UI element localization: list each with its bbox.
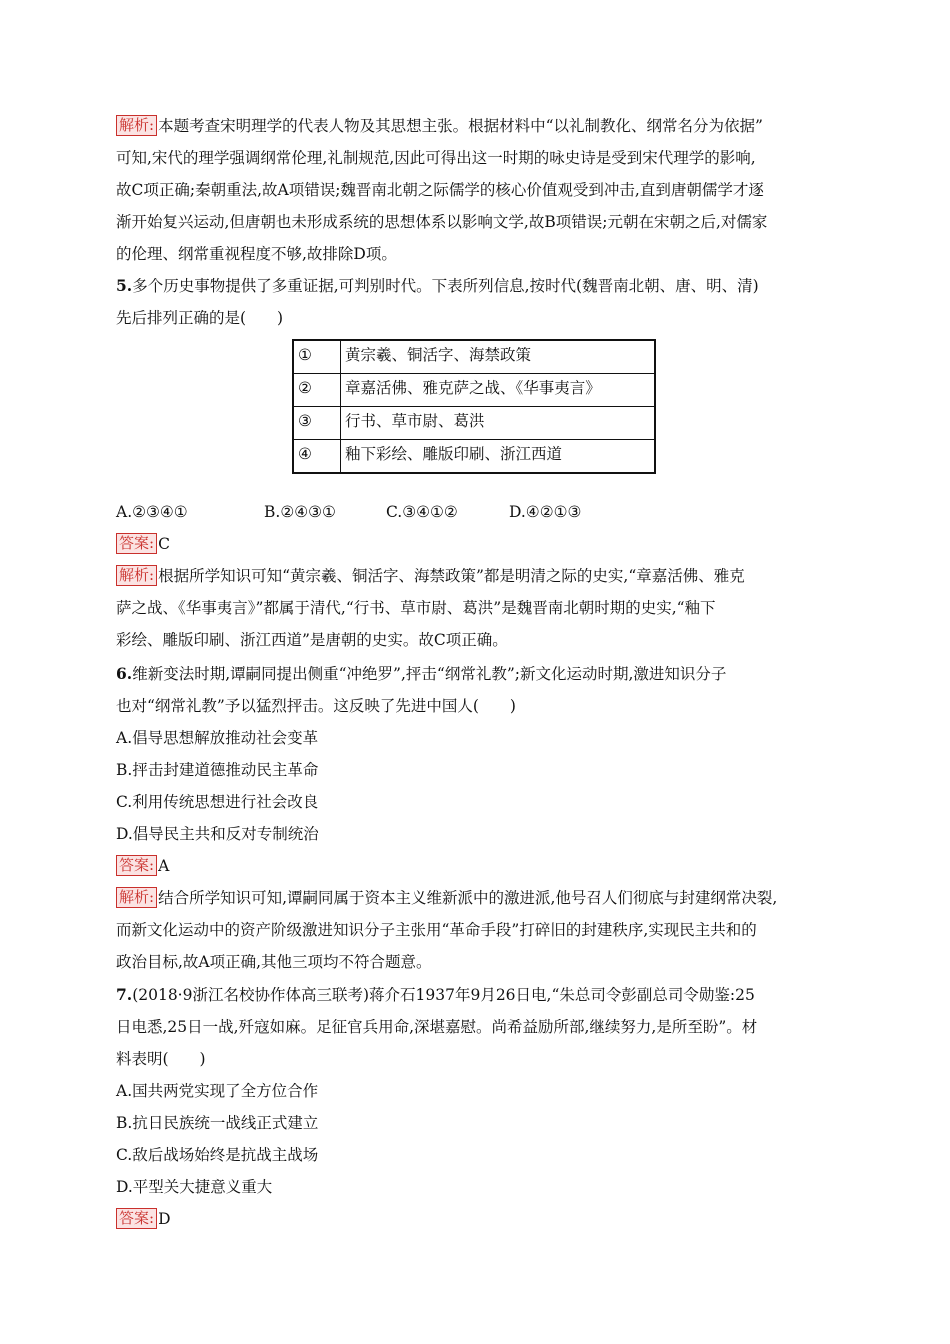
analysis-tag: 解析:	[116, 115, 157, 136]
question-text: 先后排列正确的是( )	[116, 309, 284, 327]
answer-value: A	[158, 857, 170, 875]
q7	[116, 979, 836, 1235]
analysis-text: 渐开始复兴运动,但唐朝也未形成系统的思想体系以影响文学,故B项错误;元朝在宋朝之后,对儒家	[116, 213, 768, 231]
analysis-text: 彩绘、雕版印刷、浙江西道”是唐朝的史实。故C项正确。	[116, 631, 508, 649]
question-text: 也对“纲常礼教”予以猛烈抨击。这反映了先进中国人( )	[116, 697, 516, 715]
option-a: A.国共两党实现了全方位合作	[116, 1082, 319, 1100]
option-b: B.抨击封建道德推动民主革命	[116, 761, 319, 779]
table-cell-text: 黄宗羲、铜活字、海禁政策	[341, 340, 656, 374]
analysis-tag: 解析:	[116, 565, 157, 586]
analysis-text: 故C项正确;秦朝重法,故A项错误;魏晋南北朝之际儒学的核心价值观受到冲击,直到唐朝儒学才逐	[116, 181, 764, 199]
table-cell-text: 釉下彩绘、雕版印刷、浙江西道	[341, 440, 656, 474]
analysis-text: 政治目标,故A项正确,其他三项均不符合题意。	[116, 953, 432, 971]
option-b: B.②④③①	[264, 503, 336, 521]
table-row	[293, 340, 655, 374]
question-text: 维新变法时期,谭嗣同提出侧重“冲绝罗”,抨击“纲常礼教”;新文化运动时期,激进知识分子	[132, 665, 727, 683]
table-cell-num: ②	[293, 374, 341, 407]
question-text: 多个历史事物提供了多重证据,可判别时代。下表所列信息,按时代(魏晋南北朝、唐、明、清)	[132, 277, 759, 295]
question-number: 6.	[116, 664, 133, 683]
table-row	[293, 407, 655, 440]
question-number: 7.	[116, 985, 133, 1004]
option-b: B.抗日民族统一战线正式建立	[116, 1114, 319, 1132]
table-cell-text: 行书、草市尉、葛洪	[341, 407, 656, 440]
table-cell-text: 章嘉活佛、雅克萨之战、《华事夷言》	[341, 374, 656, 407]
option-c: C.③④①②	[386, 503, 458, 521]
table-cell-num: ①	[293, 340, 341, 374]
answer-tag: 答案:	[116, 533, 157, 554]
table-cell-num: ④	[293, 440, 341, 474]
question-text: 料表明( )	[116, 1050, 206, 1068]
q5-answer-analysis	[116, 528, 836, 656]
analysis-text: 根据所学知识可知“黄宗羲、铜活字、海禁政策”都是明清之际的史实,“章嘉活佛、雅克	[158, 567, 745, 585]
option-a: A.②③④①	[116, 503, 188, 521]
option-d: D.倡导民主共和反对专制统治	[116, 825, 319, 843]
answer-tag: 答案:	[116, 1208, 157, 1229]
q5-stem	[116, 270, 836, 334]
q5-info-table	[292, 339, 656, 474]
q5-options	[116, 496, 836, 528]
analysis-tag: 解析:	[116, 887, 157, 908]
option-d: D.④②①③	[509, 503, 582, 521]
table-cell-num: ③	[293, 407, 341, 440]
table-row	[293, 440, 655, 474]
analysis-text: 可知,宋代的理学强调纲常伦理,礼制规范,因此可得出这一时期的咏史诗是受到宋代理学的影响,	[116, 149, 756, 167]
answer-tag: 答案:	[116, 855, 157, 876]
analysis-text: 萨之战、《华事夷言》”都属于清代,“行书、草市尉、葛洪”是魏晋南北朝时期的史实,“釉下	[116, 599, 716, 617]
answer-value: C	[158, 535, 170, 553]
analysis-text: 而新文化运动中的资产阶级激进知识分子主张用“革命手段”打碎旧的封建秩序,实现民主共和的	[116, 921, 757, 939]
analysis-text: 的伦理、纲常重视程度不够,故排除D项。	[116, 245, 397, 263]
question-text: (2018·9浙江名校协作体高三联考)蒋介石1937年9月26日电,“朱总司令彭副总司令勋鉴:25	[132, 986, 755, 1004]
question-text: 日电悉,25日一战,歼寇如麻。足征官兵用命,深堪嘉慰。尚希益励所部,继续努力,是所至盼”。材	[116, 1018, 758, 1036]
analysis-text: 结合所学知识可知,谭嗣同属于资本主义维新派中的激进派,他号召人们彻底与封建纲常决裂,	[158, 889, 778, 907]
answer-value: D	[158, 1210, 171, 1228]
option-d: D.平型关大捷意义重大	[116, 1178, 273, 1196]
question-number: 5.	[116, 276, 133, 295]
table-row	[293, 374, 655, 407]
option-a: A.倡导思想解放推动社会变革	[116, 729, 319, 747]
analysis-text: 本题考查宋明理学的代表人物及其思想主张。根据材料中“以礼制教化、纲常名分为依据”	[158, 117, 763, 135]
option-c: C.利用传统思想进行社会改良	[116, 793, 319, 811]
q6	[116, 658, 836, 978]
option-c: C.敌后战场始终是抗战主战场	[116, 1146, 319, 1164]
q4-analysis	[116, 110, 836, 270]
